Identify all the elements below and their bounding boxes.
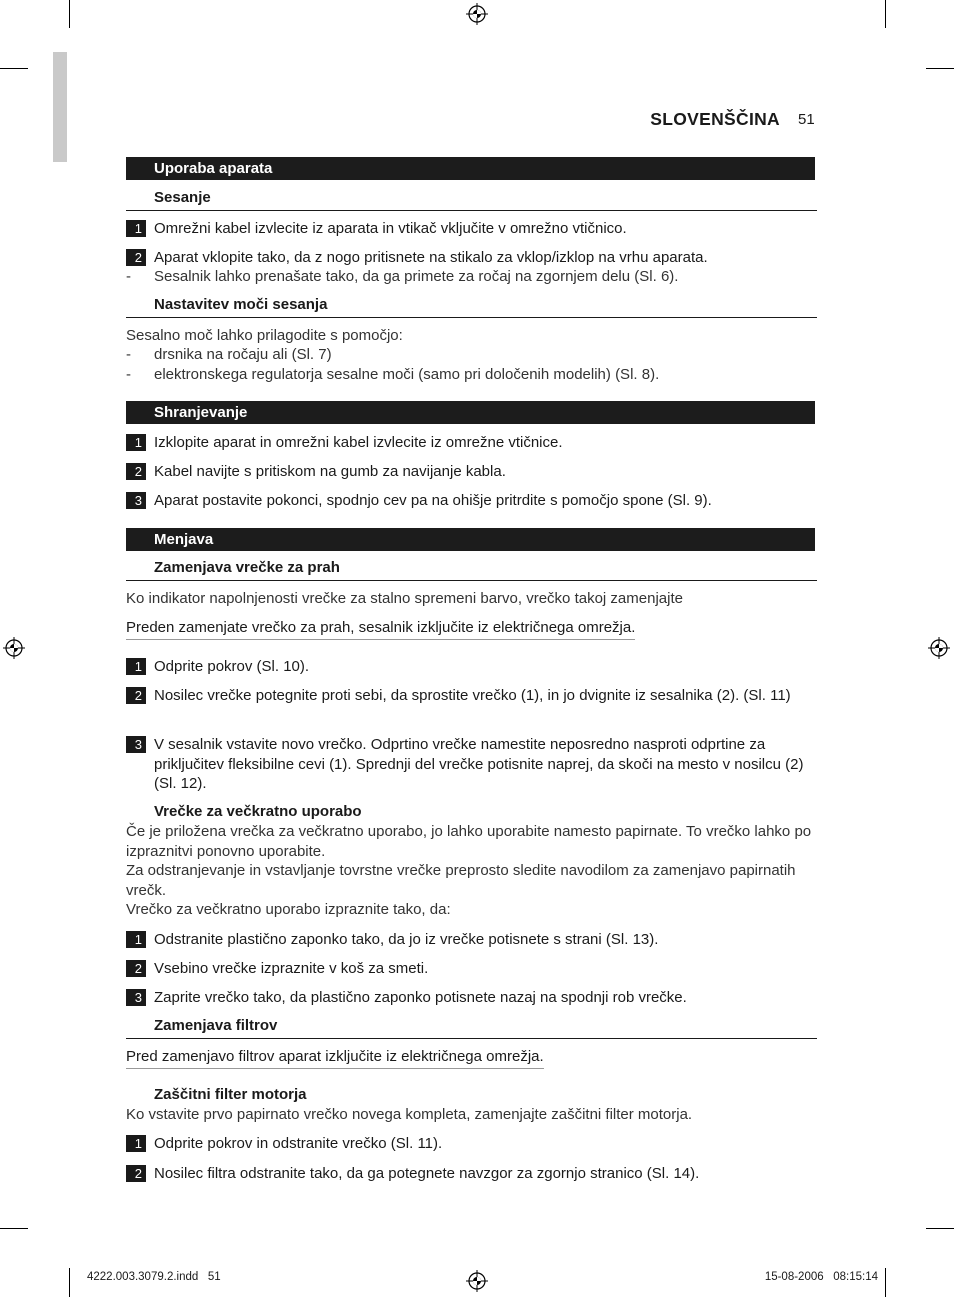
list-item bbox=[126, 959, 817, 979]
step-text: Odstranite plastično zaponko tako, da jo iz vrečke potisnete s strani (Sl. 13). bbox=[154, 931, 659, 948]
registration-mark-icon bbox=[928, 637, 950, 659]
step-number: 2 bbox=[126, 1165, 146, 1182]
step-text: Aparat postavite pokonci, spodnjo cev pa na ohišje pritrdite s pomočjo spone (Sl. 9). bbox=[154, 492, 712, 509]
list-item bbox=[126, 686, 817, 706]
step-number: 1 bbox=[126, 1135, 146, 1152]
section-heading-replace: Menjava bbox=[126, 528, 815, 551]
bullet-text: drsnika na ročaju ali (Sl. 7) bbox=[154, 346, 332, 363]
step-text: Nosilec filtra odstranite tako, da ga potegnete navzgor za zgornjo stranico (Sl. 14). bbox=[154, 1165, 700, 1182]
step-number: 2 bbox=[126, 687, 146, 704]
step-number: 1 bbox=[126, 658, 146, 675]
subheading-filters: Zamenjava filtrov bbox=[126, 1017, 817, 1039]
paragraph: Ko vstavite prvo papirnato vrečko novega kompleta, zamenjajte zaščitni filter motorja. bbox=[126, 1106, 693, 1123]
list-item bbox=[126, 462, 817, 482]
step-number: 3 bbox=[126, 492, 146, 509]
step-number: 2 bbox=[126, 463, 146, 480]
registration-mark-icon bbox=[466, 3, 488, 25]
list-item: - Sesalnik lahko prenašate tako, da ga primete za ročaj na zgornjem delu (Sl. 6). bbox=[126, 267, 817, 287]
crop-mark bbox=[885, 1268, 886, 1297]
step-number: 2 bbox=[126, 960, 146, 977]
step-text: V sesalnik vstavite novo vrečko. Odprtino vrečke namestite neposredno nasproti odprtine za priključitev fleksibilne cevi (1). Sprednji del vrečke potisnite naprej, da skoči na mesto v nosilcu (2) (Sl. 12). bbox=[154, 736, 804, 792]
step-text: Kabel navijte s pritiskom na gumb za navijanje kabla. bbox=[154, 463, 506, 480]
list-item bbox=[126, 930, 817, 950]
warning-text: Pred zamenjavo filtrov aparat izključite iz električnega omrežja. bbox=[126, 1047, 544, 1069]
step-number: 3 bbox=[126, 989, 146, 1006]
step-text: Vsebino vrečke izpraznite v koš za smeti. bbox=[154, 960, 429, 977]
crop-mark bbox=[0, 68, 28, 69]
step-text: Aparat vklopite tako, da z nogo pritisnete na stikalo za vklop/izklop na vrhu aparata. bbox=[154, 249, 708, 266]
page-language-title: SLOVENŠČINA bbox=[650, 109, 780, 129]
paragraph: Ko indikator napolnjenosti vrečke za stalno spremeni barvo, vrečko takoj zamenjajte bbox=[126, 590, 683, 607]
step-number: 3 bbox=[126, 736, 146, 753]
list-item bbox=[126, 433, 817, 453]
paragraph: Sesalno moč lahko prilagodite s pomočjo: bbox=[126, 327, 403, 344]
list-item bbox=[126, 248, 817, 268]
step-text: Odprite pokrov in odstranite vrečko (Sl. 11). bbox=[154, 1135, 443, 1152]
list-item bbox=[126, 219, 817, 239]
step-number: 1 bbox=[126, 220, 146, 237]
crop-mark bbox=[0, 1228, 28, 1229]
list-item bbox=[126, 1134, 817, 1154]
step-number: 1 bbox=[126, 931, 146, 948]
page-number: 51 bbox=[798, 111, 815, 128]
step-text: Zaprite vrečko tako, da plastično zaponko potisnete nazaj na spodnji rob vrečke. bbox=[154, 989, 687, 1006]
section-heading-storage: Shranjevanje bbox=[126, 401, 815, 424]
subheading-suction: Sesanje bbox=[126, 189, 817, 211]
footer-file-name: 4222.003.3079.2.indd 51 bbox=[87, 1271, 221, 1283]
subheading-power: Nastavitev moči sesanja bbox=[126, 296, 817, 318]
subheading-motor-filter: Zaščitni filter motorja bbox=[154, 1086, 307, 1103]
step-text: Izklopite aparat in omrežni kabel izvlecite iz omrežne vtičnice. bbox=[154, 434, 563, 451]
list-item bbox=[126, 1164, 817, 1184]
list-item bbox=[126, 735, 817, 794]
paragraph: Vrečko za večkratno uporabo izpraznite tako, da: bbox=[126, 901, 451, 918]
list-item: - drsnika na ročaju ali (Sl. 7) bbox=[126, 345, 817, 365]
list-item bbox=[126, 657, 817, 677]
registration-mark-icon bbox=[3, 637, 25, 659]
step-text: Odprite pokrov (Sl. 10). bbox=[154, 658, 310, 675]
step-text: Nosilec vrečke potegnite proti sebi, da sprostite vrečko (1), in jo dvignite iz sesalnika (2). (Sl. 11) bbox=[154, 687, 791, 704]
step-number: 1 bbox=[126, 434, 146, 451]
step-number: 2 bbox=[126, 249, 146, 266]
list-item: - elektronskega regulatorja sesalne moči (samo pri določenih modelih) (Sl. 8). bbox=[126, 365, 817, 385]
bullet-text: elektronskega regulatorja sesalne moči (samo pri določenih modelih) (Sl. 8). bbox=[154, 366, 660, 383]
step-text: Omrežni kabel izvlecite iz aparata in vtikač vključite v omrežno vtičnico. bbox=[154, 220, 627, 237]
paragraph: Za odstranjevanje in vstavljanje tovrstne vrečke preprosto sledite navodilom za zamenjavo papirnatih vrečk. bbox=[126, 862, 796, 899]
language-tab-marker bbox=[53, 52, 67, 162]
footer-datetime: 15-08-2006 08:15:14 bbox=[764, 1271, 878, 1283]
section-heading-use: Uporaba aparata bbox=[126, 157, 815, 180]
paragraph: Če je priložena vrečka za večkratno uporabo, jo lahko uporabite namesto papirnate. To vrečko lahko po izpraznitvi ponovno uporabite. bbox=[126, 823, 812, 860]
bullet-text: Sesalnik lahko prenašate tako, da ga primete za ročaj na zgornjem delu (Sl. 6). bbox=[154, 268, 679, 285]
crop-mark bbox=[926, 1228, 954, 1229]
subheading-bag: Zamenjava vrečke za prah bbox=[126, 559, 817, 581]
list-item bbox=[126, 491, 817, 511]
crop-mark bbox=[885, 0, 886, 28]
crop-mark bbox=[69, 0, 70, 28]
list-item bbox=[126, 988, 817, 1008]
warning-text: Preden zamenjate vrečko za prah, sesalnik izključite iz električnega omrežja. bbox=[126, 618, 635, 640]
subheading-reusable-bags: Vrečke za večkratno uporabo bbox=[154, 803, 362, 820]
crop-mark bbox=[926, 68, 954, 69]
